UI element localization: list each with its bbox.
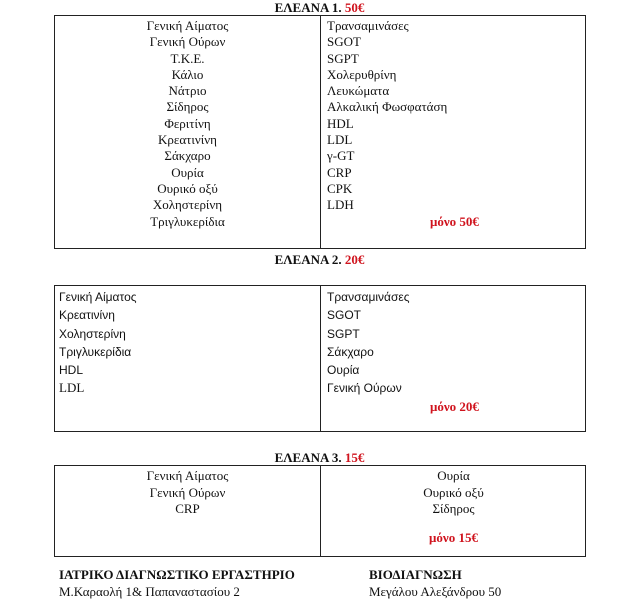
test-item: Κρεατινίνη (158, 132, 217, 148)
test-item: Σάκχαρο (164, 148, 211, 164)
package-1-left-column (55, 18, 320, 230)
package-3-left-column (55, 468, 320, 518)
test-item: Γενική Αίματος (146, 18, 229, 33)
test-item: Γενική Ούρων (149, 34, 226, 50)
test-item: CRP (327, 164, 352, 180)
footer-left (59, 566, 295, 600)
test-item: Ουρία (437, 468, 470, 483)
package-1-price: 50€ (344, 0, 365, 15)
test-item: Κρεατινίνη (59, 308, 115, 323)
package-1-offer: μόνο 50€ (430, 213, 479, 229)
test-item: Ουρία (327, 363, 360, 378)
test-item: Νάτριο (168, 83, 207, 99)
test-item: SGOT (327, 34, 361, 50)
package-1-right-column (327, 18, 582, 230)
lab-address-left: Μ.Καραολή 1& Παπαναστασίου 2 (59, 584, 240, 599)
lab-name-right: ΒΙΟΔΙΑΓΝΩΣΗ (369, 567, 462, 582)
test-item: Αλκαλική Φωσφατάση (327, 99, 448, 115)
lab-address-right: Μεγάλου Αλεξάνδρου 50 (369, 584, 502, 599)
test-item: Χοληστερίνη (152, 197, 223, 213)
package-3-price: 15€ (344, 450, 365, 465)
test-item: CPK (327, 180, 353, 196)
test-item: Τριγλυκερίδια (59, 344, 132, 359)
package-2-left-column (59, 288, 314, 398)
package-3-right-column (321, 468, 586, 546)
test-item: Γενική Ούρων (327, 381, 402, 396)
package-3-title (0, 451, 639, 465)
footer-right (369, 566, 501, 600)
test-item: Τρανσαμινάσες (327, 290, 410, 304)
test-item: Τριγλυκερίδια (150, 213, 225, 229)
test-item: Ουρικό οξύ (423, 484, 484, 500)
package-2-right-column (327, 288, 582, 416)
package-3-table (54, 465, 586, 557)
package-3-name: ΕΛΕΑΝΑ 3. (274, 450, 342, 465)
test-item: Λευκώματα (327, 83, 390, 99)
test-item: Ουρία (171, 164, 204, 180)
test-item: Ουρικό οξύ (157, 180, 218, 196)
lab-name-left: ΙΑΤΡΙΚΟ ΔΙΑΓΝΩΣΤΙΚΟ ΕΡΓΑΣΤΗΡΙΟ (59, 567, 295, 582)
test-item: HDL (327, 115, 354, 131)
package-3-offer: μόνο 15€ (429, 529, 478, 545)
test-item: Γενική Αίματος (146, 468, 229, 483)
package-2-table (54, 285, 586, 432)
package-1-name: ΕΛΕΑΝΑ 1. (274, 0, 342, 15)
test-item: Χολερυθρίνη (327, 66, 397, 82)
test-item: Γενική Ούρων (149, 484, 226, 500)
package-1-title (0, 1, 639, 15)
package-2-name: ΕΛΕΑΝΑ 2. (274, 252, 342, 267)
test-item: Κάλιο (171, 66, 204, 82)
test-item: SGPT (327, 50, 359, 66)
test-item: SGOT (327, 308, 362, 323)
package-2-title (0, 253, 639, 267)
test-item: Χοληστερίνη (59, 326, 126, 341)
package-2-offer: μόνο 20€ (430, 398, 479, 414)
test-item: Σίδηρος (166, 99, 209, 115)
test-item: Τρανσαμινάσες (327, 18, 409, 33)
package-1-table (54, 15, 586, 249)
test-item: Φεριτίνη (164, 115, 211, 131)
test-item: LDH (327, 197, 354, 213)
test-item: Γενική Αίματος (59, 290, 137, 304)
package-2-divider (320, 286, 321, 431)
test-item: CRP (175, 501, 200, 516)
package-1-divider (320, 16, 321, 248)
test-item: Τ.Κ.Ε. (170, 50, 205, 66)
test-item: Σίδηρος (432, 501, 475, 516)
test-item: LDL (59, 380, 85, 396)
package-2-price: 20€ (344, 252, 365, 267)
test-item: HDL (59, 363, 84, 378)
test-item: γ-GT (327, 148, 355, 164)
test-item: Σάκχαρο (327, 344, 374, 359)
test-item: LDL (327, 132, 353, 148)
test-item: SGPT (327, 326, 360, 341)
